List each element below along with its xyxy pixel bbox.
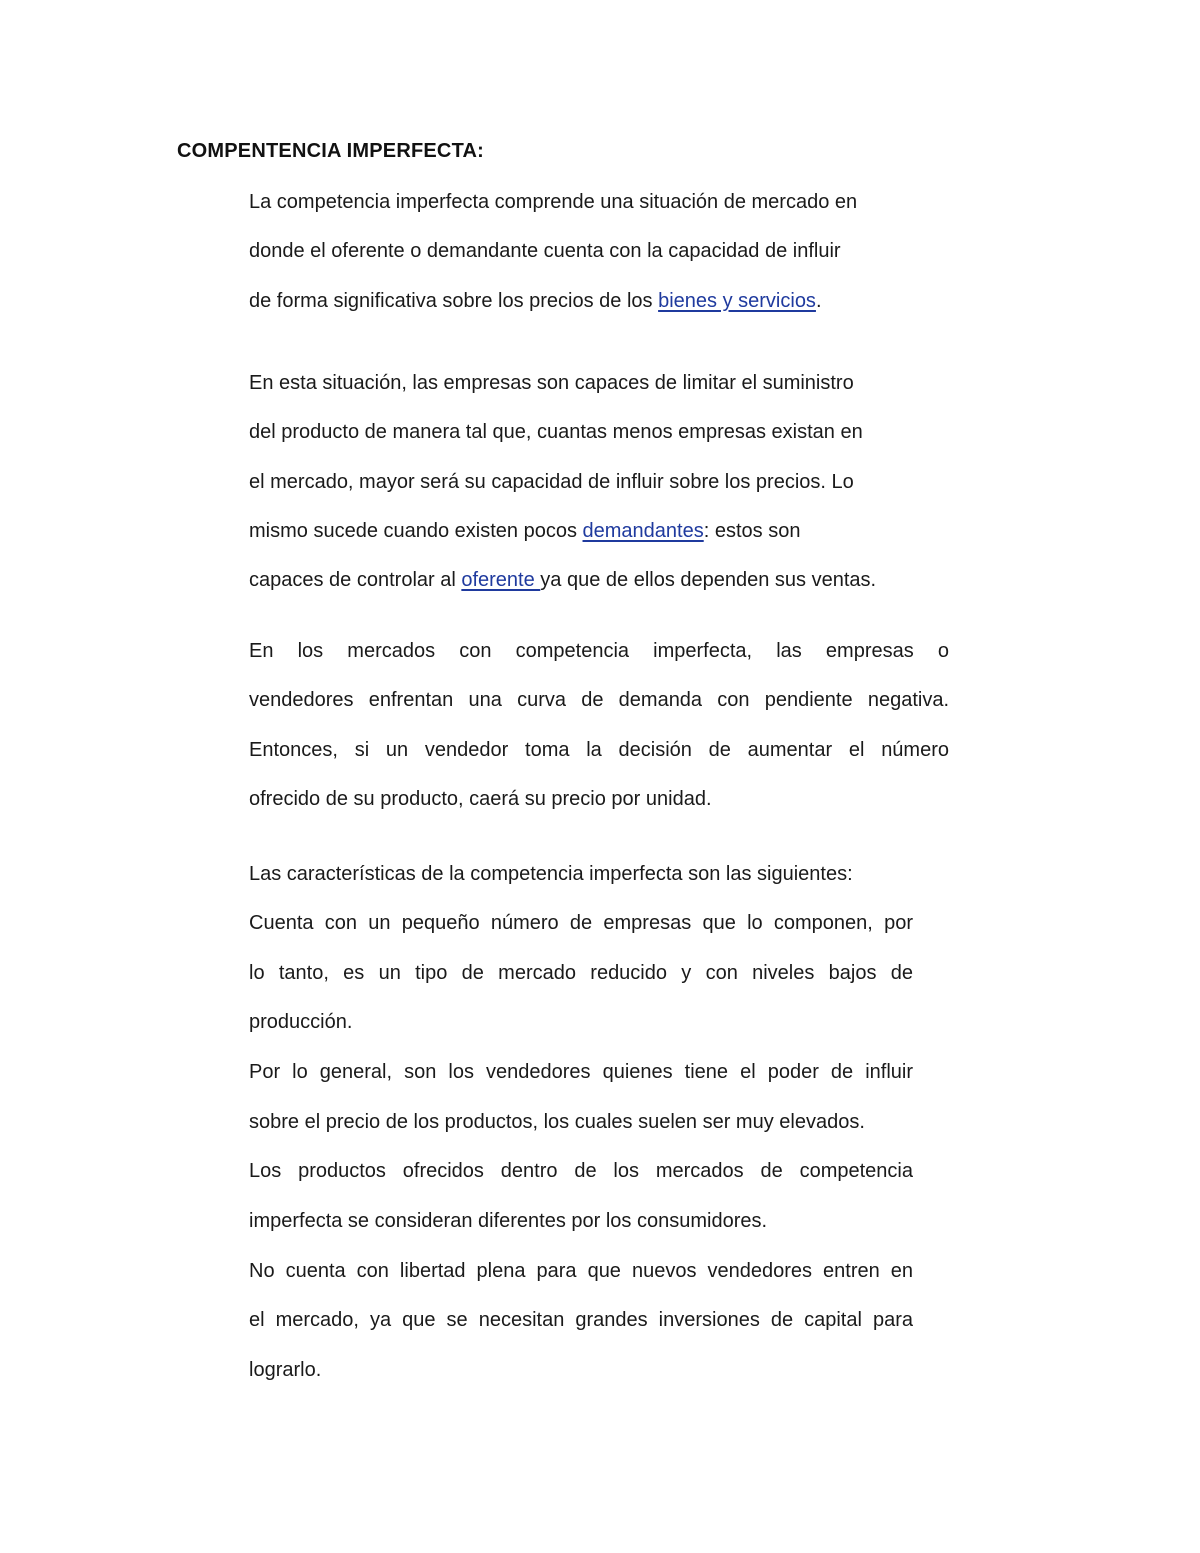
paragraph-1-line-1: La competencia imperfecta comprende una situación de mercado en [249, 191, 858, 213]
paragraph-2-line-5-end: ya que de ellos dependen sus ventas. [540, 569, 877, 591]
paragraph-2-line-4-text: mismo sucede cuando existen pocos [249, 520, 583, 542]
paragraph-4-line-4: producción. [249, 1011, 353, 1033]
paragraph-4-line-9: No cuenta con libertad plena para que nuevos vendedores entren en [249, 1260, 913, 1282]
paragraph-2-line-1: En esta situación, las empresas son capaces de limitar el suministro [249, 372, 854, 394]
paragraph-2-line-4-end: : estos son [703, 520, 801, 542]
paragraph-3-line-2: vendedores enfrentan una curva de demanda con pendiente negativa. [249, 689, 949, 711]
paragraph-1-line-3-text: de forma significativa sobre los precios de los [249, 290, 659, 312]
paragraph-2-line-5-text: capaces de controlar al [249, 569, 462, 591]
paragraph-4-line-3: lo tanto, es un tipo de mercado reducido y con niveles bajos de [249, 962, 913, 984]
paragraph-4-line-11: lograrlo. [249, 1359, 322, 1381]
paragraph-2-line-2: del producto de manera tal que, cuantas menos empresas existan en [249, 421, 863, 443]
paragraph-1-line-2: donde el oferente o demandante cuenta con la capacidad de influir [249, 240, 841, 262]
paragraph-2-line-4 [249, 518, 800, 544]
paragraph-4-line-8: imperfecta se consideran diferentes por los consumidores. [249, 1210, 768, 1232]
paragraph-4-line-1: Las características de la competencia imperfecta son las siguientes: [249, 863, 853, 885]
document-title: COMPENTENCIA IMPERFECTA: [177, 140, 485, 162]
paragraph-4-line-2: Cuenta con un pequeño número de empresas que lo componen, por [249, 912, 913, 934]
paragraph-4-line-5: Por lo general, son los vendedores quienes tiene el poder de influir [249, 1061, 913, 1083]
paragraph-1-line-3-end: . [815, 290, 822, 312]
paragraph-3-line-3: Entonces, si un vendedor toma la decisión de aumentar el número [249, 739, 949, 761]
paragraph-4-line-10: el mercado, ya que se necesitan grandes inversiones de capital para [249, 1309, 913, 1331]
paragraph-4-line-7: Los productos ofrecidos dentro de los mercados de competencia [249, 1160, 913, 1182]
paragraph-4-line-6: sobre el precio de los productos, los cuales suelen ser muy elevados. [249, 1111, 865, 1133]
link-demandantes[interactable]: demandantes [582, 520, 704, 542]
paragraph-2-line-5 [249, 567, 876, 593]
paragraph-2-line-3: el mercado, mayor será su capacidad de influir sobre los precios. Lo [249, 471, 854, 493]
paragraph-3-line-1: En los mercados con competencia imperfecta, las empresas o [249, 640, 949, 662]
link-oferente[interactable]: oferente [461, 569, 541, 591]
paragraph-3-line-4: ofrecido de su producto, caerá su precio por unidad. [249, 788, 712, 810]
paragraph-1-line-3 [249, 288, 822, 314]
link-bienes-y-servicios[interactable]: bienes y servicios [658, 290, 816, 312]
